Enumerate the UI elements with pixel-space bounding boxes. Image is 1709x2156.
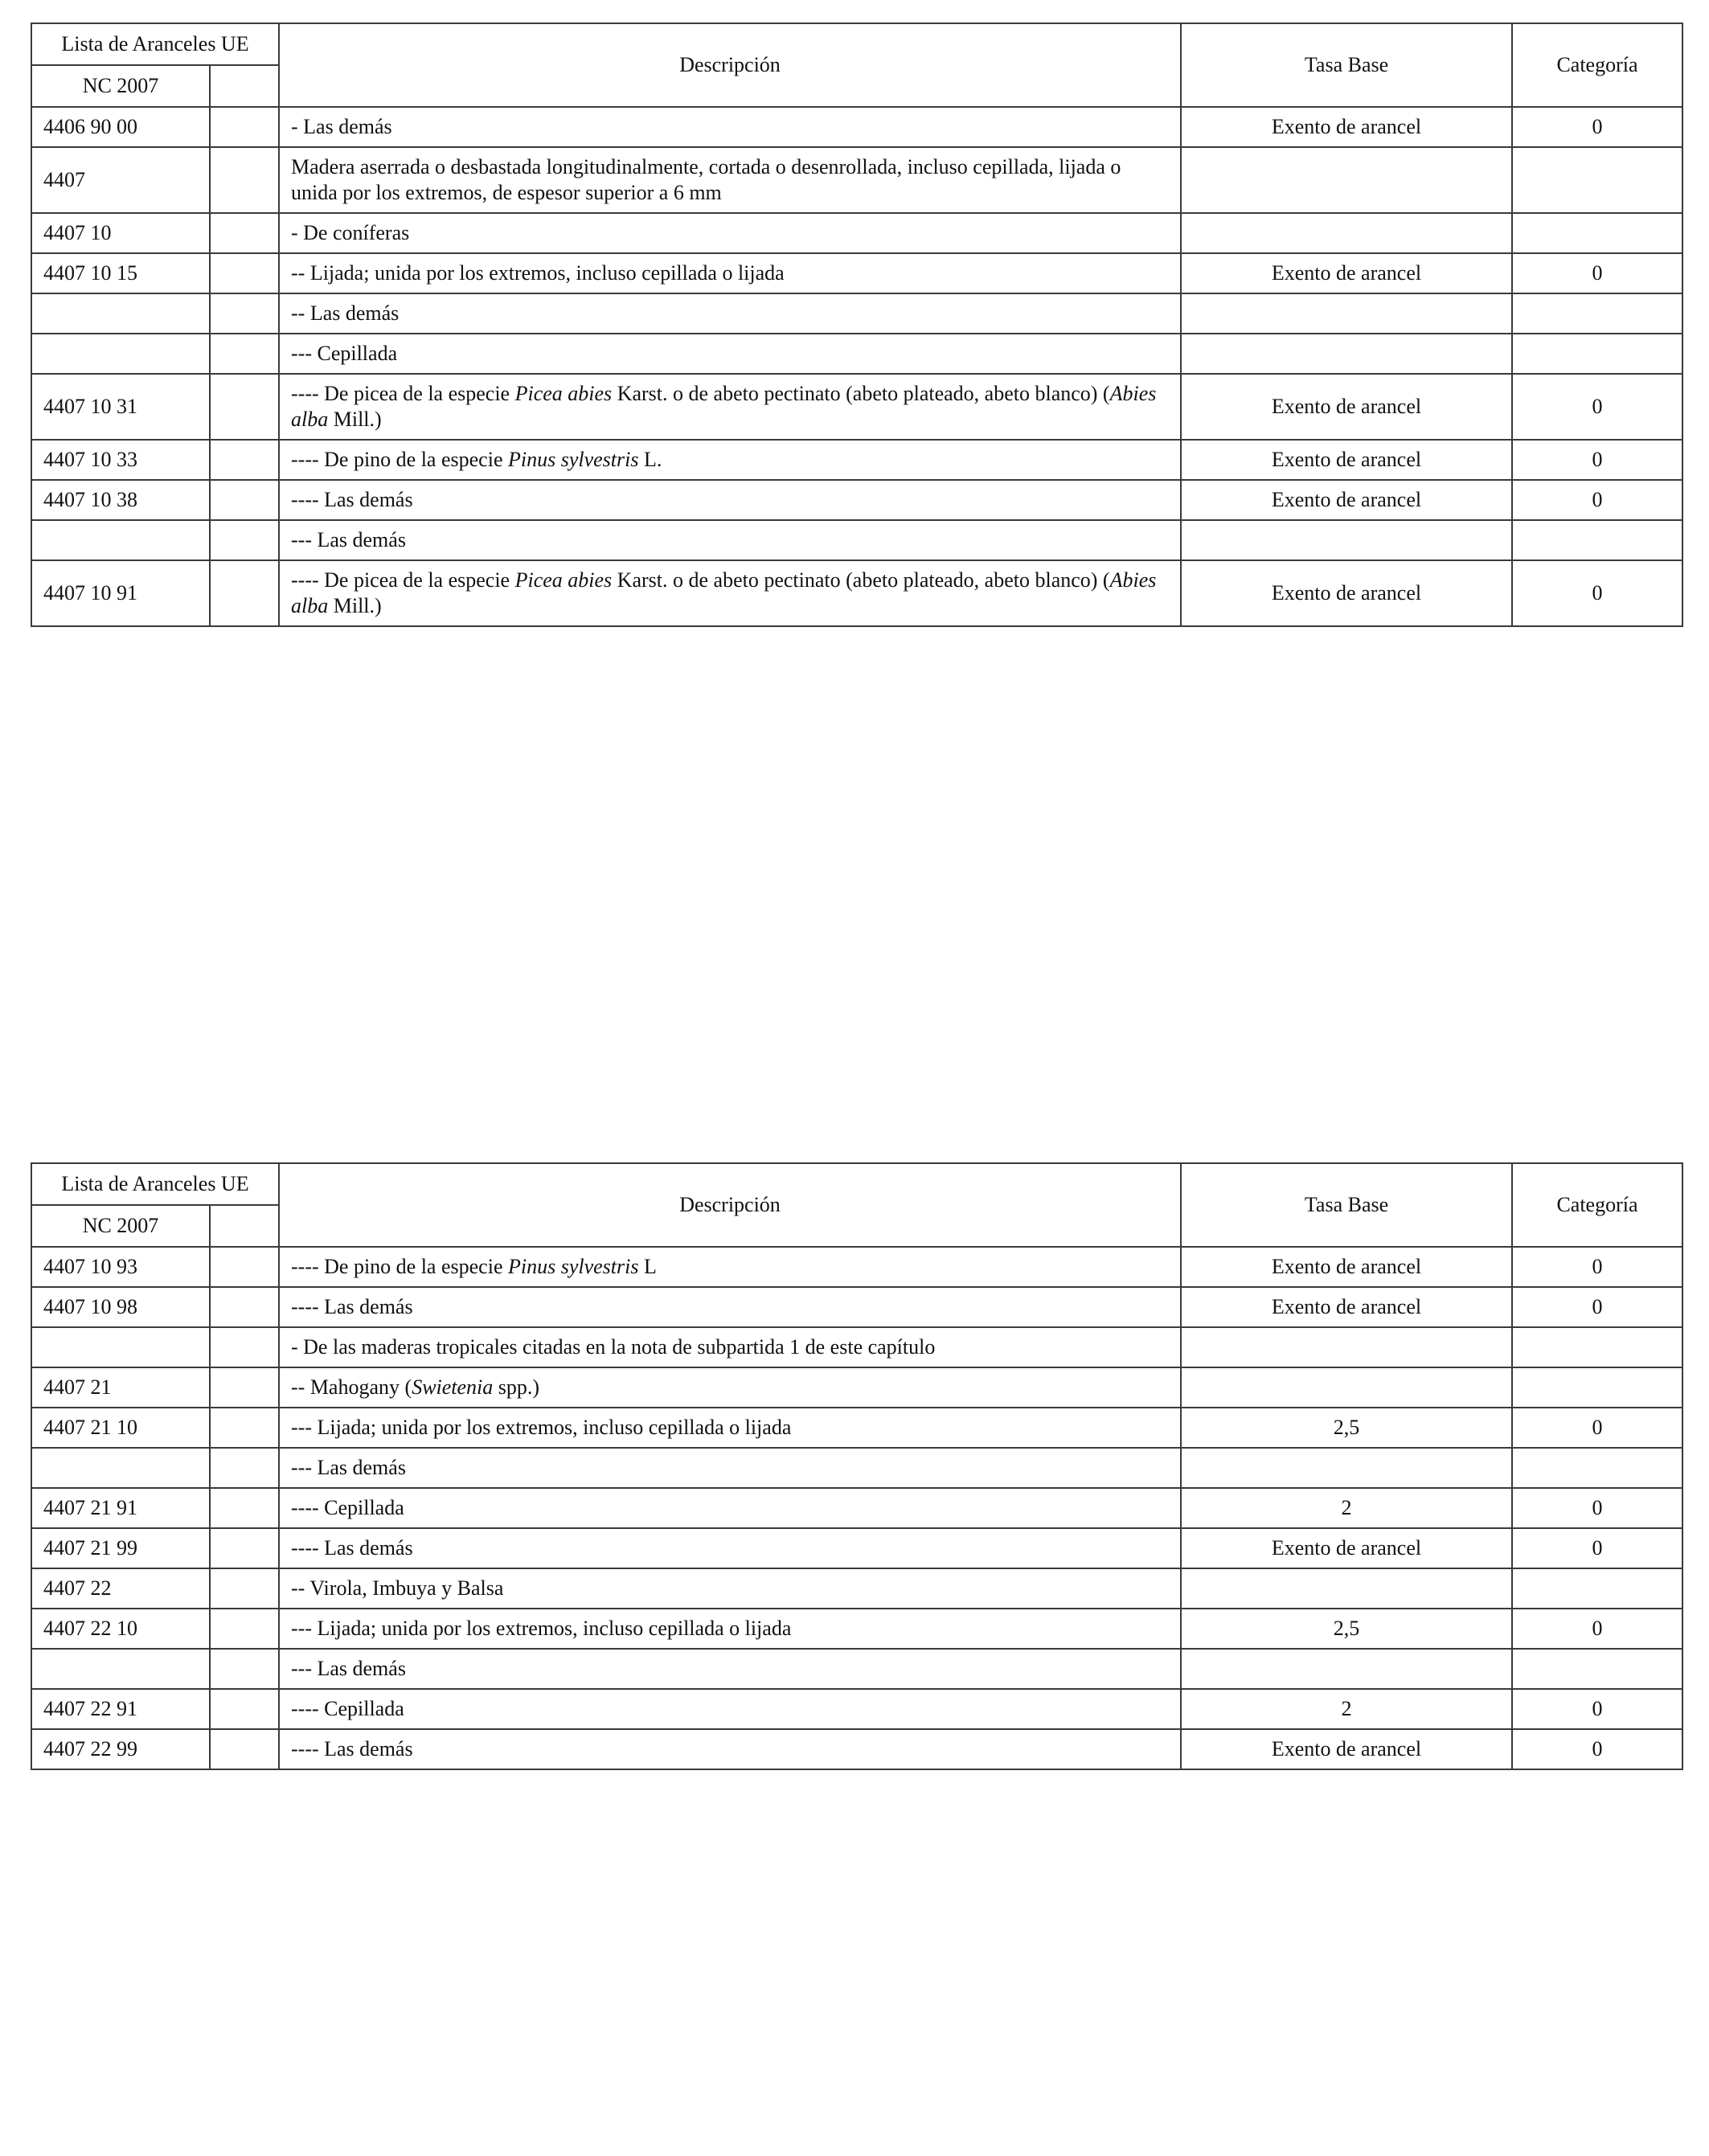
- empty-cell: [210, 213, 279, 253]
- base-rate-cell: [1181, 1327, 1512, 1367]
- species-name: Abies alba: [291, 568, 1157, 617]
- description-text: Mill.): [328, 408, 382, 431]
- category-cell: 0: [1512, 1609, 1682, 1649]
- base-rate-cell: [1181, 1367, 1512, 1408]
- base-rate-header: Tasa Base: [1181, 23, 1512, 107]
- category-cell: 0: [1512, 1729, 1682, 1769]
- description-text: Karst. o de abeto pectinato (abeto plateado, abeto blanco) (: [612, 568, 1110, 592]
- table-row: [31, 1327, 1682, 1367]
- species-name: Picea abies: [514, 568, 613, 592]
- table-row: [31, 1729, 1682, 1769]
- table-row: [31, 1609, 1682, 1649]
- empty-cell: [210, 1327, 279, 1367]
- category-cell: [1512, 1327, 1682, 1367]
- table-row: [31, 1488, 1682, 1528]
- empty-cell: [210, 440, 279, 480]
- description-cell: --- Lijada; unida por los extremos, incluso cepillada o lijada: [279, 1609, 1181, 1649]
- base-rate-cell: Exento de arancel: [1181, 1528, 1512, 1568]
- empty-cell: [210, 1247, 279, 1287]
- base-rate-cell: [1181, 1649, 1512, 1689]
- table-row: [31, 107, 1682, 147]
- base-rate-cell: Exento de arancel: [1181, 560, 1512, 626]
- category-cell: 0: [1512, 1488, 1682, 1528]
- nc-code: 4407 10 98: [31, 1287, 210, 1327]
- tariff-table-1: [31, 23, 1683, 627]
- description-cell: -- Las demás: [279, 293, 1181, 334]
- nc-code: [31, 293, 210, 334]
- base-rate-cell: Exento de arancel: [1181, 253, 1512, 293]
- empty-cell: [210, 1568, 279, 1609]
- empty-cell: [210, 1488, 279, 1528]
- species-name: Abies alba: [291, 382, 1157, 431]
- category-cell: [1512, 147, 1682, 213]
- description-cell: [279, 374, 1181, 440]
- table-row: [31, 213, 1682, 253]
- description-cell: [279, 1247, 1181, 1287]
- nc-code: [31, 520, 210, 560]
- base-rate-cell: [1181, 213, 1512, 253]
- description-cell: - Las demás: [279, 107, 1181, 147]
- tariff-table-2: [31, 1162, 1683, 1770]
- description-cell: ---- Cepillada: [279, 1689, 1181, 1729]
- empty-cell: [210, 1729, 279, 1769]
- base-rate-cell: [1181, 520, 1512, 560]
- category-cell: [1512, 1649, 1682, 1689]
- description-cell: [279, 560, 1181, 626]
- category-header: Categoría: [1512, 1163, 1682, 1247]
- description-cell: --- Cepillada: [279, 334, 1181, 374]
- description-cell: -- Virola, Imbuya y Balsa: [279, 1568, 1181, 1609]
- empty-cell: [210, 520, 279, 560]
- description-cell: --- Las demás: [279, 1649, 1181, 1689]
- species-name: Pinus sylvestris: [507, 448, 639, 471]
- category-cell: 0: [1512, 107, 1682, 147]
- category-cell: 0: [1512, 560, 1682, 626]
- nc-code: [31, 334, 210, 374]
- table-row: [31, 1649, 1682, 1689]
- description-cell: [279, 1367, 1181, 1408]
- category-cell: 0: [1512, 480, 1682, 520]
- description-cell: ---- Las demás: [279, 480, 1181, 520]
- category-cell: [1512, 213, 1682, 253]
- table-row: [31, 1448, 1682, 1488]
- empty-header-cell: [210, 1205, 279, 1247]
- empty-cell: [210, 253, 279, 293]
- base-rate-cell: Exento de arancel: [1181, 374, 1512, 440]
- description-header: Descripción: [279, 1163, 1181, 1247]
- nc-code: 4407 22 10: [31, 1609, 210, 1649]
- base-rate-cell: Exento de arancel: [1181, 1287, 1512, 1327]
- description-text: spp.): [493, 1375, 540, 1399]
- table-row: [31, 440, 1682, 480]
- table-row: [31, 560, 1682, 626]
- description-cell: ---- Cepillada: [279, 1488, 1181, 1528]
- nc-code: 4407: [31, 147, 210, 213]
- description-cell: Madera aserrada o desbastada longitudinalmente, cortada o desenrollada, incluso cepillada, lijada o unida por los extremos, de espesor superior a 6 mm: [279, 147, 1181, 213]
- base-rate-cell: Exento de arancel: [1181, 1247, 1512, 1287]
- nc-code: 4407 21: [31, 1367, 210, 1408]
- table-row: [31, 1568, 1682, 1609]
- empty-cell: [210, 1649, 279, 1689]
- category-cell: [1512, 334, 1682, 374]
- nc-code: 4407 22 99: [31, 1729, 210, 1769]
- category-cell: [1512, 520, 1682, 560]
- empty-cell: [210, 480, 279, 520]
- base-rate-cell: 2: [1181, 1689, 1512, 1729]
- nc-code: 4407 22: [31, 1568, 210, 1609]
- category-cell: 0: [1512, 1408, 1682, 1448]
- description-cell: --- Las demás: [279, 520, 1181, 560]
- empty-cell: [210, 1287, 279, 1327]
- empty-header-cell: [210, 65, 279, 107]
- base-rate-header: Tasa Base: [1181, 1163, 1512, 1247]
- description-text: ---- De pino de la especie: [291, 448, 508, 471]
- base-rate-cell: 2,5: [1181, 1408, 1512, 1448]
- empty-cell: [210, 1408, 279, 1448]
- base-rate-cell: Exento de arancel: [1181, 107, 1512, 147]
- category-cell: 0: [1512, 1287, 1682, 1327]
- description-cell: -- Lijada; unida por los extremos, incluso cepillada o lijada: [279, 253, 1181, 293]
- description-text: Karst. o de abeto pectinato (abeto plateado, abeto blanco) (: [612, 382, 1110, 405]
- species-name: Swietenia: [412, 1375, 494, 1399]
- description-cell: ---- Las demás: [279, 1287, 1181, 1327]
- category-cell: [1512, 1568, 1682, 1609]
- description-text: -- Mahogany (: [291, 1375, 412, 1399]
- empty-cell: [210, 1609, 279, 1649]
- description-cell: - De las maderas tropicales citadas en la nota de subpartida 1 de este capítulo: [279, 1327, 1181, 1367]
- nc-code: 4406 90 00: [31, 107, 210, 147]
- table-row: [31, 520, 1682, 560]
- base-rate-cell: [1181, 1448, 1512, 1488]
- category-cell: 0: [1512, 440, 1682, 480]
- category-cell: 0: [1512, 374, 1682, 440]
- nc-code: 4407 21 91: [31, 1488, 210, 1528]
- table-row: [31, 253, 1682, 293]
- description-cell: --- Lijada; unida por los extremos, incluso cepillada o lijada: [279, 1408, 1181, 1448]
- description-cell: --- Las demás: [279, 1448, 1181, 1488]
- nc-code: 4407 10 31: [31, 374, 210, 440]
- empty-cell: [210, 1689, 279, 1729]
- nc-code: 4407 10 91: [31, 560, 210, 626]
- empty-cell: [210, 1367, 279, 1408]
- table-row: [31, 1287, 1682, 1327]
- empty-cell: [210, 147, 279, 213]
- table-row: [31, 293, 1682, 334]
- empty-cell: [210, 1528, 279, 1568]
- list-title-header: Lista de Aranceles UE: [31, 23, 279, 65]
- description-cell: ---- Las demás: [279, 1528, 1181, 1568]
- empty-cell: [210, 293, 279, 334]
- nc-code: [31, 1448, 210, 1488]
- base-rate-cell: [1181, 1568, 1512, 1609]
- nc-code: 4407 21 99: [31, 1528, 210, 1568]
- description-text: L.: [638, 448, 662, 471]
- table-row: [31, 480, 1682, 520]
- category-cell: 0: [1512, 1247, 1682, 1287]
- description-cell: - De coníferas: [279, 213, 1181, 253]
- nc-code: 4407 10 93: [31, 1247, 210, 1287]
- base-rate-cell: Exento de arancel: [1181, 1729, 1512, 1769]
- category-cell: [1512, 1448, 1682, 1488]
- category-cell: [1512, 1367, 1682, 1408]
- description-text: L: [638, 1255, 657, 1278]
- nc-code: 4407 10 33: [31, 440, 210, 480]
- nc-code: [31, 1327, 210, 1367]
- nc-code: 4407 10 38: [31, 480, 210, 520]
- empty-cell: [210, 374, 279, 440]
- table-row: [31, 1247, 1682, 1287]
- category-cell: 0: [1512, 253, 1682, 293]
- empty-cell: [210, 107, 279, 147]
- category-header: Categoría: [1512, 23, 1682, 107]
- description-cell: [279, 440, 1181, 480]
- table-row: [31, 147, 1682, 213]
- nc-code: 4407 21 10: [31, 1408, 210, 1448]
- empty-cell: [210, 1448, 279, 1488]
- table-row: [31, 1408, 1682, 1448]
- species-name: Picea abies: [514, 382, 613, 405]
- nc-code: 4407 10: [31, 213, 210, 253]
- nc-code: 4407 10 15: [31, 253, 210, 293]
- base-rate-cell: Exento de arancel: [1181, 440, 1512, 480]
- description-text: Mill.): [328, 594, 382, 617]
- table-row: [31, 374, 1682, 440]
- category-cell: [1512, 293, 1682, 334]
- list-title-header: Lista de Aranceles UE: [31, 1163, 279, 1205]
- description-cell: ---- Las demás: [279, 1729, 1181, 1769]
- table-row: [31, 1367, 1682, 1408]
- description-text: ---- De picea de la especie: [291, 382, 515, 405]
- base-rate-cell: 2: [1181, 1488, 1512, 1528]
- table-row: [31, 334, 1682, 374]
- base-rate-cell: [1181, 293, 1512, 334]
- empty-cell: [210, 334, 279, 374]
- base-rate-cell: 2,5: [1181, 1609, 1512, 1649]
- description-text: ---- De picea de la especie: [291, 568, 515, 592]
- nc-code: [31, 1649, 210, 1689]
- category-cell: 0: [1512, 1528, 1682, 1568]
- category-cell: 0: [1512, 1689, 1682, 1729]
- base-rate-cell: [1181, 147, 1512, 213]
- species-name: Pinus sylvestris: [507, 1255, 639, 1278]
- nc-code: 4407 22 91: [31, 1689, 210, 1729]
- description-text: ---- De pino de la especie: [291, 1255, 508, 1278]
- base-rate-cell: [1181, 334, 1512, 374]
- table-row: [31, 1689, 1682, 1729]
- nc-2007-header: NC 2007: [31, 65, 210, 107]
- description-header: Descripción: [279, 23, 1181, 107]
- empty-cell: [210, 560, 279, 626]
- nc-2007-header: NC 2007: [31, 1205, 210, 1247]
- table-row: [31, 1528, 1682, 1568]
- base-rate-cell: Exento de arancel: [1181, 480, 1512, 520]
